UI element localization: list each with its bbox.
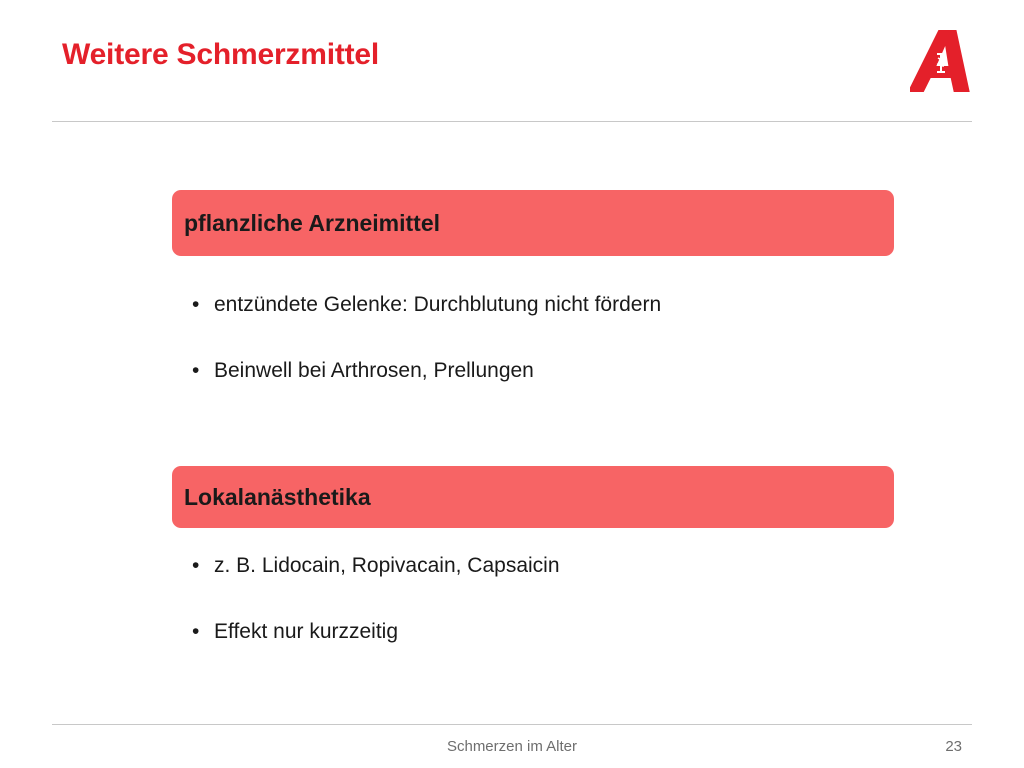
apotheke-a-logo-icon — [910, 26, 978, 98]
list-item — [192, 618, 560, 684]
bullet-text: z. B. Lidocain, Ropivacain, Capsaicin — [214, 554, 560, 577]
bullet-text: Beinwell bei Arthrosen, Prellungen — [214, 359, 534, 382]
bullet-text: entzündete Gelenke: Durchblutung nicht fördern — [214, 293, 662, 316]
bullet-text: Effekt nur kurzzeitig — [214, 620, 399, 643]
list-item — [192, 291, 661, 357]
slide-title: Weitere Schmerzmittel — [62, 38, 380, 71]
list-item — [192, 552, 560, 618]
bullet-dot: • — [192, 359, 200, 382]
header-divider — [52, 121, 972, 122]
bullet-dot: • — [192, 293, 200, 316]
section-header-herbal: pflanzliche Arzneimittel — [172, 190, 894, 256]
bullet-dot: • — [192, 620, 200, 643]
list-item — [192, 357, 661, 423]
section-header-local-anesthetics: Lokalanästhetika — [172, 466, 894, 528]
page-number: 23 — [945, 738, 962, 755]
footer-divider — [52, 724, 972, 725]
bullet-list-local-anesthetics — [192, 552, 560, 684]
bullet-dot: • — [192, 554, 200, 577]
bullet-list-herbal — [192, 291, 661, 423]
footer-title: Schmerzen im Alter — [446, 738, 578, 755]
